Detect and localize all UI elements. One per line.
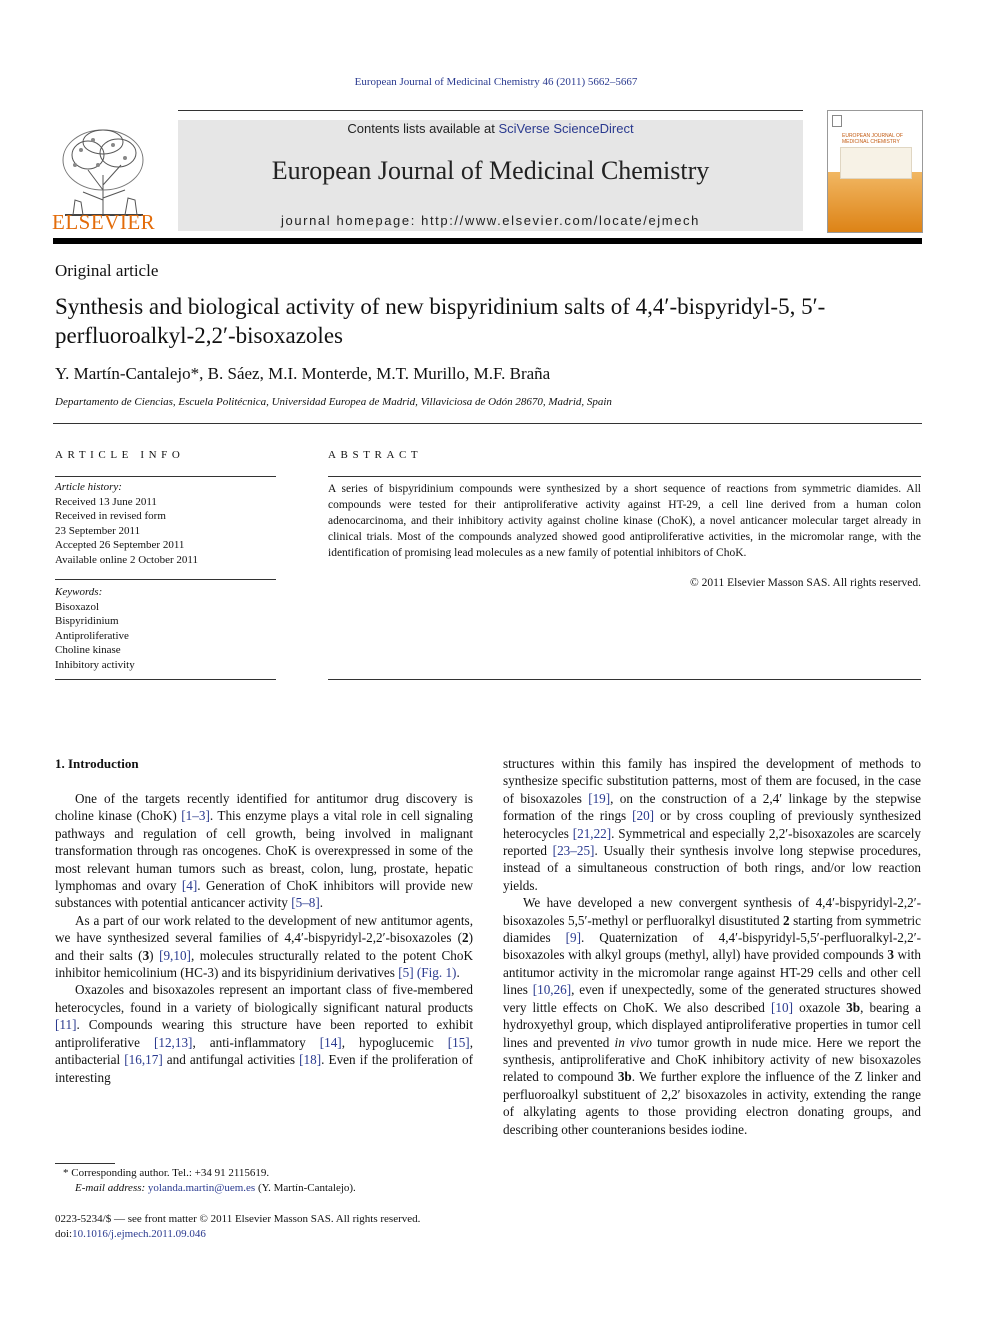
contents-prefix: Contents lists available at <box>347 121 499 136</box>
abstract-copyright: © 2011 Elsevier Masson SAS. All rights reserved. <box>690 577 921 589</box>
authors: Y. Martín-Cantalejo*, B. Sáez, M.I. Monterde, M.T. Murillo, M.F. Braña <box>55 364 551 383</box>
cover-title: EUROPEAN JOURNAL OF MEDICINAL CHEMISTRY <box>842 133 903 145</box>
compound-ref: 2 <box>783 912 790 928</box>
journal-title: European Journal of Medicinal Chemistry <box>271 156 710 185</box>
reference-link[interactable]: [5] <box>398 965 414 981</box>
doi-line: doi:10.1016/j.ejmech.2011.09.046 <box>55 1228 206 1240</box>
paragraph: We have developed a new convergent synthesis of 4,4′-bispyridyl-2,2′-bisoxazoles 5,5′-methyl or perfluoralkyl disustituted 2 starting from symmetric diamides [9]. Quaternization of 4,4′-bispyridyl-5,5′-perfluoralkyl-2,2′-bisoxazoles with alkyl groups (methyl, allyl) have provided compounds 3 with antitumor activity in the micromolar range against HT-29 cells and other cell lines [10,26], even if unexpectedly, some of the generated structures showed very little effects on ChoK. We also described [10] oxazole 3b, bearing a hydroxyethyl group, which displayed antiproliferative properties in tumor cell lines and prevented in vivo tumor growth in nude mice. Here we report the synthesis, antiproliferative and ChoK inhibitory activity of new bisoxazoles related to compound 3b. We further explore the influence of the Z linker and perfluoroalkyl substituent of 2,2′ bisoxazoles in activity, extending the range of alkylating agents to those providing electron donating groups, and describing other counteranions besides iodine. <box>503 895 921 1137</box>
history-item: Available online 2 October 2011 <box>55 553 198 566</box>
journal-homepage[interactable]: journal homepage: http://www.elsevier.com/locate/ejmech <box>281 213 700 228</box>
compound-ref: 2 <box>462 930 469 946</box>
compound-ref: 3 <box>142 947 150 963</box>
keyword: Choline kinase <box>55 644 121 656</box>
paragraph: Oxazoles and bisoxazoles represent an important class of five-membered heterocycles, found in a variety of biologically significant natural products [11]. Compounds wearing this structure have been reported to exhibit antiproliferative [12,13], anti-inflammatory [14], hypoglucemic [15], antibacterial [16,17] and antifungal activities [18]. Even if the proliferation of interesting <box>55 982 473 1085</box>
contents-line <box>178 121 803 136</box>
section-heading-introduction: 1. Introduction <box>55 756 139 771</box>
reference-link[interactable]: [10,26] <box>532 982 572 998</box>
reference-link[interactable]: [21,22] <box>572 825 612 841</box>
keyword: Bispyridinium <box>55 615 119 627</box>
publisher-name: ELSEVIER <box>52 210 156 234</box>
article-info-rule <box>55 476 276 477</box>
history-item: 23 September 2011 <box>55 524 141 537</box>
abstract-rule <box>328 476 921 477</box>
journal-cover-thumbnail[interactable] <box>827 110 923 233</box>
footnote-rule <box>55 1163 115 1164</box>
compound-ref: 3b <box>846 999 861 1015</box>
keywords-rule <box>55 579 276 580</box>
title-rule <box>53 423 922 424</box>
reference-link[interactable]: [1–3] <box>181 808 210 824</box>
issn-footnote <box>55 1212 495 1242</box>
paragraph: As a part of our work related to the development of new antitumor agents, we have synthesized several families of 4,4′-bispyridyl-2,2′-bisoxazoles (2) and their salts (3) [9,10], molecules structurally related to the potent ChoK inhibitor hemicolinium (HC-3) and its bispyridinium derivatives [5] (Fig. 1). <box>55 912 473 981</box>
keyword: Antiproliferative <box>55 629 129 642</box>
reference-link[interactable]: [16,17] <box>124 1052 163 1068</box>
history-item: Received 13 June 2011 <box>55 495 157 508</box>
keyword: Inhibitory activity <box>55 658 135 671</box>
paragraph: structures within this family has inspired the development of methods to synthesize specific substitution patterns, most of them are focused, in the case of bisoxazoles [19], on the construction of a 2,4′ linkage by the stepwise formation of the rings [20] or by cross coupling of previously synthesized heterocycles [21,22]. Symmetrical and especially 2,2′-bisoxazoles are scarcely reported [23–25]. Usually their synthesis involve long stepwise procedures, instead of a simultaneous construction of both rings, and/or low reaction yields. <box>503 756 922 893</box>
affiliation: Departamento de Ciencias, Escuela Politécnica, Universidad Europea de Madrid, Villaviciosa de Odón 28670, Madrid, Spain <box>55 396 612 408</box>
reference-link[interactable]: [9,10] <box>159 947 191 963</box>
compound-ref: 3 <box>887 947 894 963</box>
email-line: E-mail address: yolanda.martin@uem.es (Y. Martín-Cantalejo). <box>75 1182 356 1194</box>
reference-link[interactable]: [4] <box>181 878 198 894</box>
reference-link[interactable]: [23–25] <box>552 843 595 859</box>
sciencedirect-link[interactable]: SciVerse ScienceDirect <box>498 121 634 136</box>
cover-figure <box>840 147 912 179</box>
article-history <box>55 480 276 567</box>
corresponding-footnote <box>63 1166 483 1196</box>
reference-link[interactable]: [18] <box>299 1052 322 1068</box>
history-item: Received in revised form <box>55 510 166 522</box>
reference-link[interactable]: [14] <box>319 1034 342 1050</box>
left-column <box>55 790 473 1086</box>
article-info-heading: ARTICLE INFO <box>55 449 185 461</box>
header-thick-rule <box>53 238 922 244</box>
cover-color-band <box>828 172 922 232</box>
header-top-rule <box>178 110 803 111</box>
figure-link[interactable]: (Fig. 1) <box>416 965 457 981</box>
reference-link[interactable]: [19] <box>588 790 611 806</box>
corresponding-author: * Corresponding author. Tel.: +34 91 2115619. <box>63 1167 270 1179</box>
issn-line: 0223-5234/$ — see front matter © 2011 Elsevier Masson SAS. All rights reserved. <box>55 1213 421 1225</box>
email-link[interactable]: yolanda.martin@uem.es <box>147 1182 256 1194</box>
reference-link[interactable]: [10] <box>771 999 793 1015</box>
compound-ref: 3b <box>617 1069 632 1085</box>
right-column <box>503 755 921 1138</box>
reference-link[interactable]: [9] <box>565 930 581 946</box>
abstract-bottom-rule <box>328 679 921 680</box>
keywords <box>55 585 276 672</box>
paper-title: Synthesis and biological activity of new bispyridinium salts of 4,4′-bispyridyl-5, 5′-perfluoroalkyl-2,2′-bisoxazoles <box>55 294 826 348</box>
article-type: Original article <box>55 261 159 280</box>
abstract-text: A series of bispyridinium compounds were synthesized by a short sequence of reactions from symmetric diamides. All compounds were tested for their antiproliferative activity against HT-29, a cell line derived from a human colon adenocarcinoma, and their inhibitory activity against choline kinase (ChoK), a novel anticancer molecular target already in clinical trials. Most of the compounds analyzed showed good antiproliferative activities, in the micromolar range, with the identification of promising lead molecules as a new family of potential inhibitors of ChoK. <box>328 483 921 559</box>
history-item: Accepted 26 September 2011 <box>55 539 185 551</box>
reference-link[interactable]: [5–8] <box>291 895 320 911</box>
cover-publisher-mark <box>832 115 842 127</box>
reference-link[interactable]: [15] <box>447 1034 470 1050</box>
article-info-bottom-rule <box>55 679 276 680</box>
journal-citation[interactable]: European Journal of Medicinal Chemistry 46 (2011) 5662–5667 <box>354 76 638 88</box>
reference-link[interactable]: [11] <box>55 1017 77 1033</box>
reference-link[interactable]: [12,13] <box>153 1034 193 1050</box>
paragraph: One of the targets recently identified for antitumor drug discovery is choline kinase (ChoK) [1–3]. This enzyme plays a vital role in cell signaling pathways and regulation of cell growth, being involved in malignant transformation through ras oncogenes. ChoK is overexpressed in some of the most relevant human tumors such as breast, colon, lung, prostate, hepatic lymphomas and ovary [4]. Generation of ChoK inhibitors will provide new substances with potential anticancer activity [5–8]. <box>55 791 474 911</box>
doi-link[interactable]: 10.1016/j.ejmech.2011.09.046 <box>72 1228 206 1240</box>
reference-link[interactable]: [20] <box>632 808 655 824</box>
abstract-heading: ABSTRACT <box>328 449 423 461</box>
history-label: Article history: <box>55 481 122 493</box>
keywords-label: Keywords: <box>55 586 103 598</box>
keyword: Bisoxazol <box>55 600 99 613</box>
